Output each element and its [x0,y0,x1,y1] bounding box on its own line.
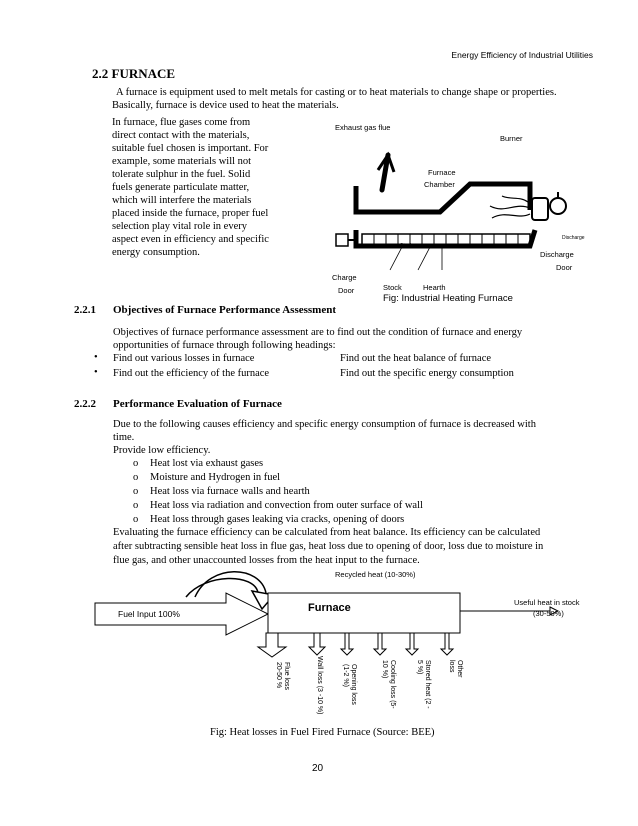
fuel-input-label: Fuel Input 100% [118,609,180,619]
flue-loss-label: Flue loss 20-50 % [275,662,290,691]
cause-marker: o [133,500,139,511]
cause-item: Heat loss through gases leaking via cracks, opening of doors [150,514,405,525]
cause-marker: o [133,472,139,483]
heat-loss-sankey [90,565,570,705]
tiny-discharge-label: Discharge [562,235,585,241]
cause-marker: o [133,458,139,469]
side-text-line: direct contact with the materials, [112,130,250,141]
objectives-line: Objectives of furnace performance assessment are to find out the condition of furnace and energy [113,327,523,338]
closing-line: after subtracting sensible heat loss in flue gas, heat loss due to opening of door, loss due to moisture in [113,541,544,552]
intro-paragraph: A furnace is equipment used to melt metals for casting or to heat materials to change shape or properties. Basically, furnace is device used to heat the materials. [112,87,557,111]
recycled-heat-label: Recycled heat (10-30%) [335,570,416,579]
objectives-line: opportunities of furnace through following headings: [113,340,336,351]
furnace-label: Furnace [428,168,456,177]
bullet-item: Find out the specific energy consumption [340,368,514,379]
page-number: 20 [312,763,324,774]
evaluation-line: Provide low efficiency. [113,445,211,456]
charge-door-label: Door [338,286,355,295]
wall-loss-label: Wall loss (3 -10 %) [316,656,323,715]
running-header: Energy Efficiency of Industrial Utilities [451,50,593,60]
sankey-caption: Fig: Heat losses in Fuel Fired Furnace (Source: BEE) [210,727,435,738]
subsection-title: Performance Evaluation of Furnace [113,398,282,410]
bullet-dot: • [94,352,98,363]
side-text-line: energy consumption. [112,247,200,258]
closing-line: Evaluating the furnace efficiency can be calculated from heat balance. Its efficiency can be calculated [113,527,541,538]
subsection-number: 2.2.2 [74,398,96,410]
cause-marker: o [133,514,139,525]
furnace-box-label: Furnace [308,602,351,614]
cause-item: Moisture and Hydrogen in fuel [150,472,281,483]
side-text-line: aspect even in efficiency and specific [112,234,269,245]
tiny-stock-label: Stock [400,243,413,249]
stored-heat-label: Stored heat (2 - 5 %) [416,660,431,709]
opening-loss-label: Opening loss (1-2 %) [342,664,357,705]
cause-item: Heat lost via exhaust gases [150,458,264,469]
section-title: 2.2 FURNACE [92,66,176,81]
burner-head [550,198,566,214]
side-text-line: In furnace, flue gases come from [112,117,251,128]
hearth-pointer-2 [418,247,430,270]
useful-heat-label: Useful heat in stock [514,598,580,607]
exhaust-label: Exhaust gas flue [335,123,391,132]
furnace-box [268,593,460,633]
side-text-line: selection play vital role in every [112,221,247,232]
side-text-line: fuels generate particulate matter, [112,182,250,193]
bullet-dot: • [94,367,98,378]
cooling-loss-label: Cooling loss (5- 10 %) [381,660,396,709]
stock-label: Stock [383,283,402,292]
chamber-label: Chamber [424,180,455,189]
side-text-line: example, some materials will not [112,156,252,167]
furnace-diagram [330,130,590,300]
other-loss-label: Other loss [448,660,463,678]
useful-heat-percent: (30-50%) [533,609,564,618]
burner-body [532,198,548,220]
evaluation-line: Due to the following causes efficiency and specific energy consumption of furnace is decreased with [113,419,536,430]
bullet-item: Find out the heat balance of furnace [340,353,492,364]
discharge-label: Discharge [540,250,574,259]
side-text [112,116,327,259]
cause-item: Heat loss via radiation and convection from outer surface of wall [150,500,423,511]
evaluation-line: time. [113,432,135,443]
loss-arrows [258,633,453,657]
closing-line: flue gas, and other unaccounted losses from the heat input to the furnace. [113,555,420,566]
hearth-label: Hearth [423,283,446,292]
side-text-line: suitable fuel chosen is important. For [112,143,269,154]
cause-marker: o [133,486,139,497]
furnace-figure-caption: Fig: Industrial Heating Furnace [383,293,513,304]
discharge-door-label: Door [556,263,573,272]
stock-pointer [390,247,402,270]
burner-label: Burner [500,134,523,143]
side-text-line: which will interfere the materials [112,195,252,206]
subsection-number: 2.2.1 [74,304,96,316]
cause-item: Heat loss via furnace walls and hearth [150,486,310,497]
flame-strokes [490,196,530,218]
bullet-item: Find out the efficiency of the furnace [113,368,270,379]
bullet-item: Find out various losses in furnace [113,353,255,364]
side-text-line: placed inside the furnace, proper fuel [112,208,269,219]
charge-label: Charge [332,273,357,282]
charge-door [336,234,348,246]
subsection-title: Objectives of Furnace Performance Assessment [113,304,336,316]
side-text-line: tolerate sulphur in the fuel. Solid [112,169,251,180]
